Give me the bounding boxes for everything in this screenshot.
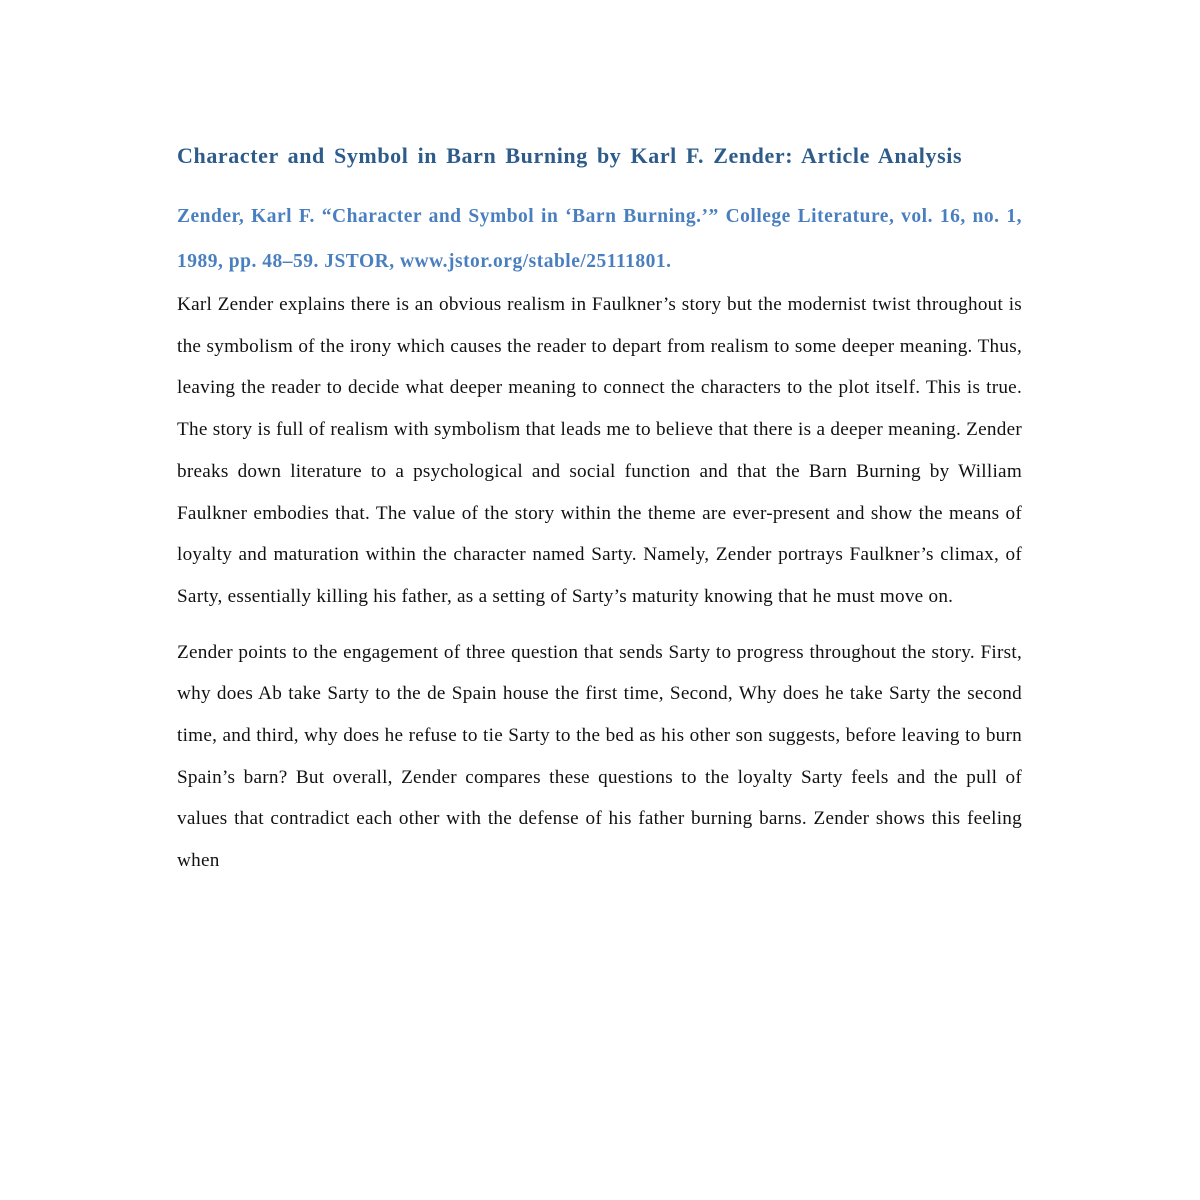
document-content bbox=[177, 132, 1022, 882]
paragraph-1: Karl Zender explains there is an obvious realism in Faulkner’s story but the modernist twist throughout is the symbolism of the irony which causes the reader to depart from realism to some deeper meaning. Thus, leaving the reader to decide what deeper meaning to connect the characters to the plot itself. This is true. The story is full of realism with symbolism that leads me to believe that there is a deeper meaning. Zender breaks down literature to a psychological and social function and that the Barn Burning by William Faulkner embodies that. The value of the story within the theme are ever-present and show the means of loyalty and maturation within the character named Sarty. Namely, Zender portrays Faulkner’s climax, of Sarty, essentially killing his father, as a setting of Sarty’s maturity knowing that he must move on. bbox=[177, 294, 1022, 607]
paragraph-2: Zender points to the engagement of three question that sends Sarty to progress throughout the story. First, why does Ab take Sarty to the de Spain house the first time, Second, Why does he take Sarty the second time, and third, why does he refuse to tie Sarty to the bed as his other son suggests, before leaving to burn Spain’s barn? But overall, Zender compares these questions to the loyalty Sarty feels and the pull of values that contradict each other with the defense of his father burning barns. Zender shows this feeling when bbox=[177, 641, 1022, 872]
citation: Zender, Karl F. “Character and Symbol in ‘Barn Burning.’” College Literature, vol. 16, no. 1, 1989, pp. 48–59. JSTOR, www.jstor.org/stable/25111801. bbox=[177, 206, 1022, 272]
article-title: Character and Symbol in Barn Burning by Karl F. Zender: Article Analysis bbox=[177, 143, 963, 168]
